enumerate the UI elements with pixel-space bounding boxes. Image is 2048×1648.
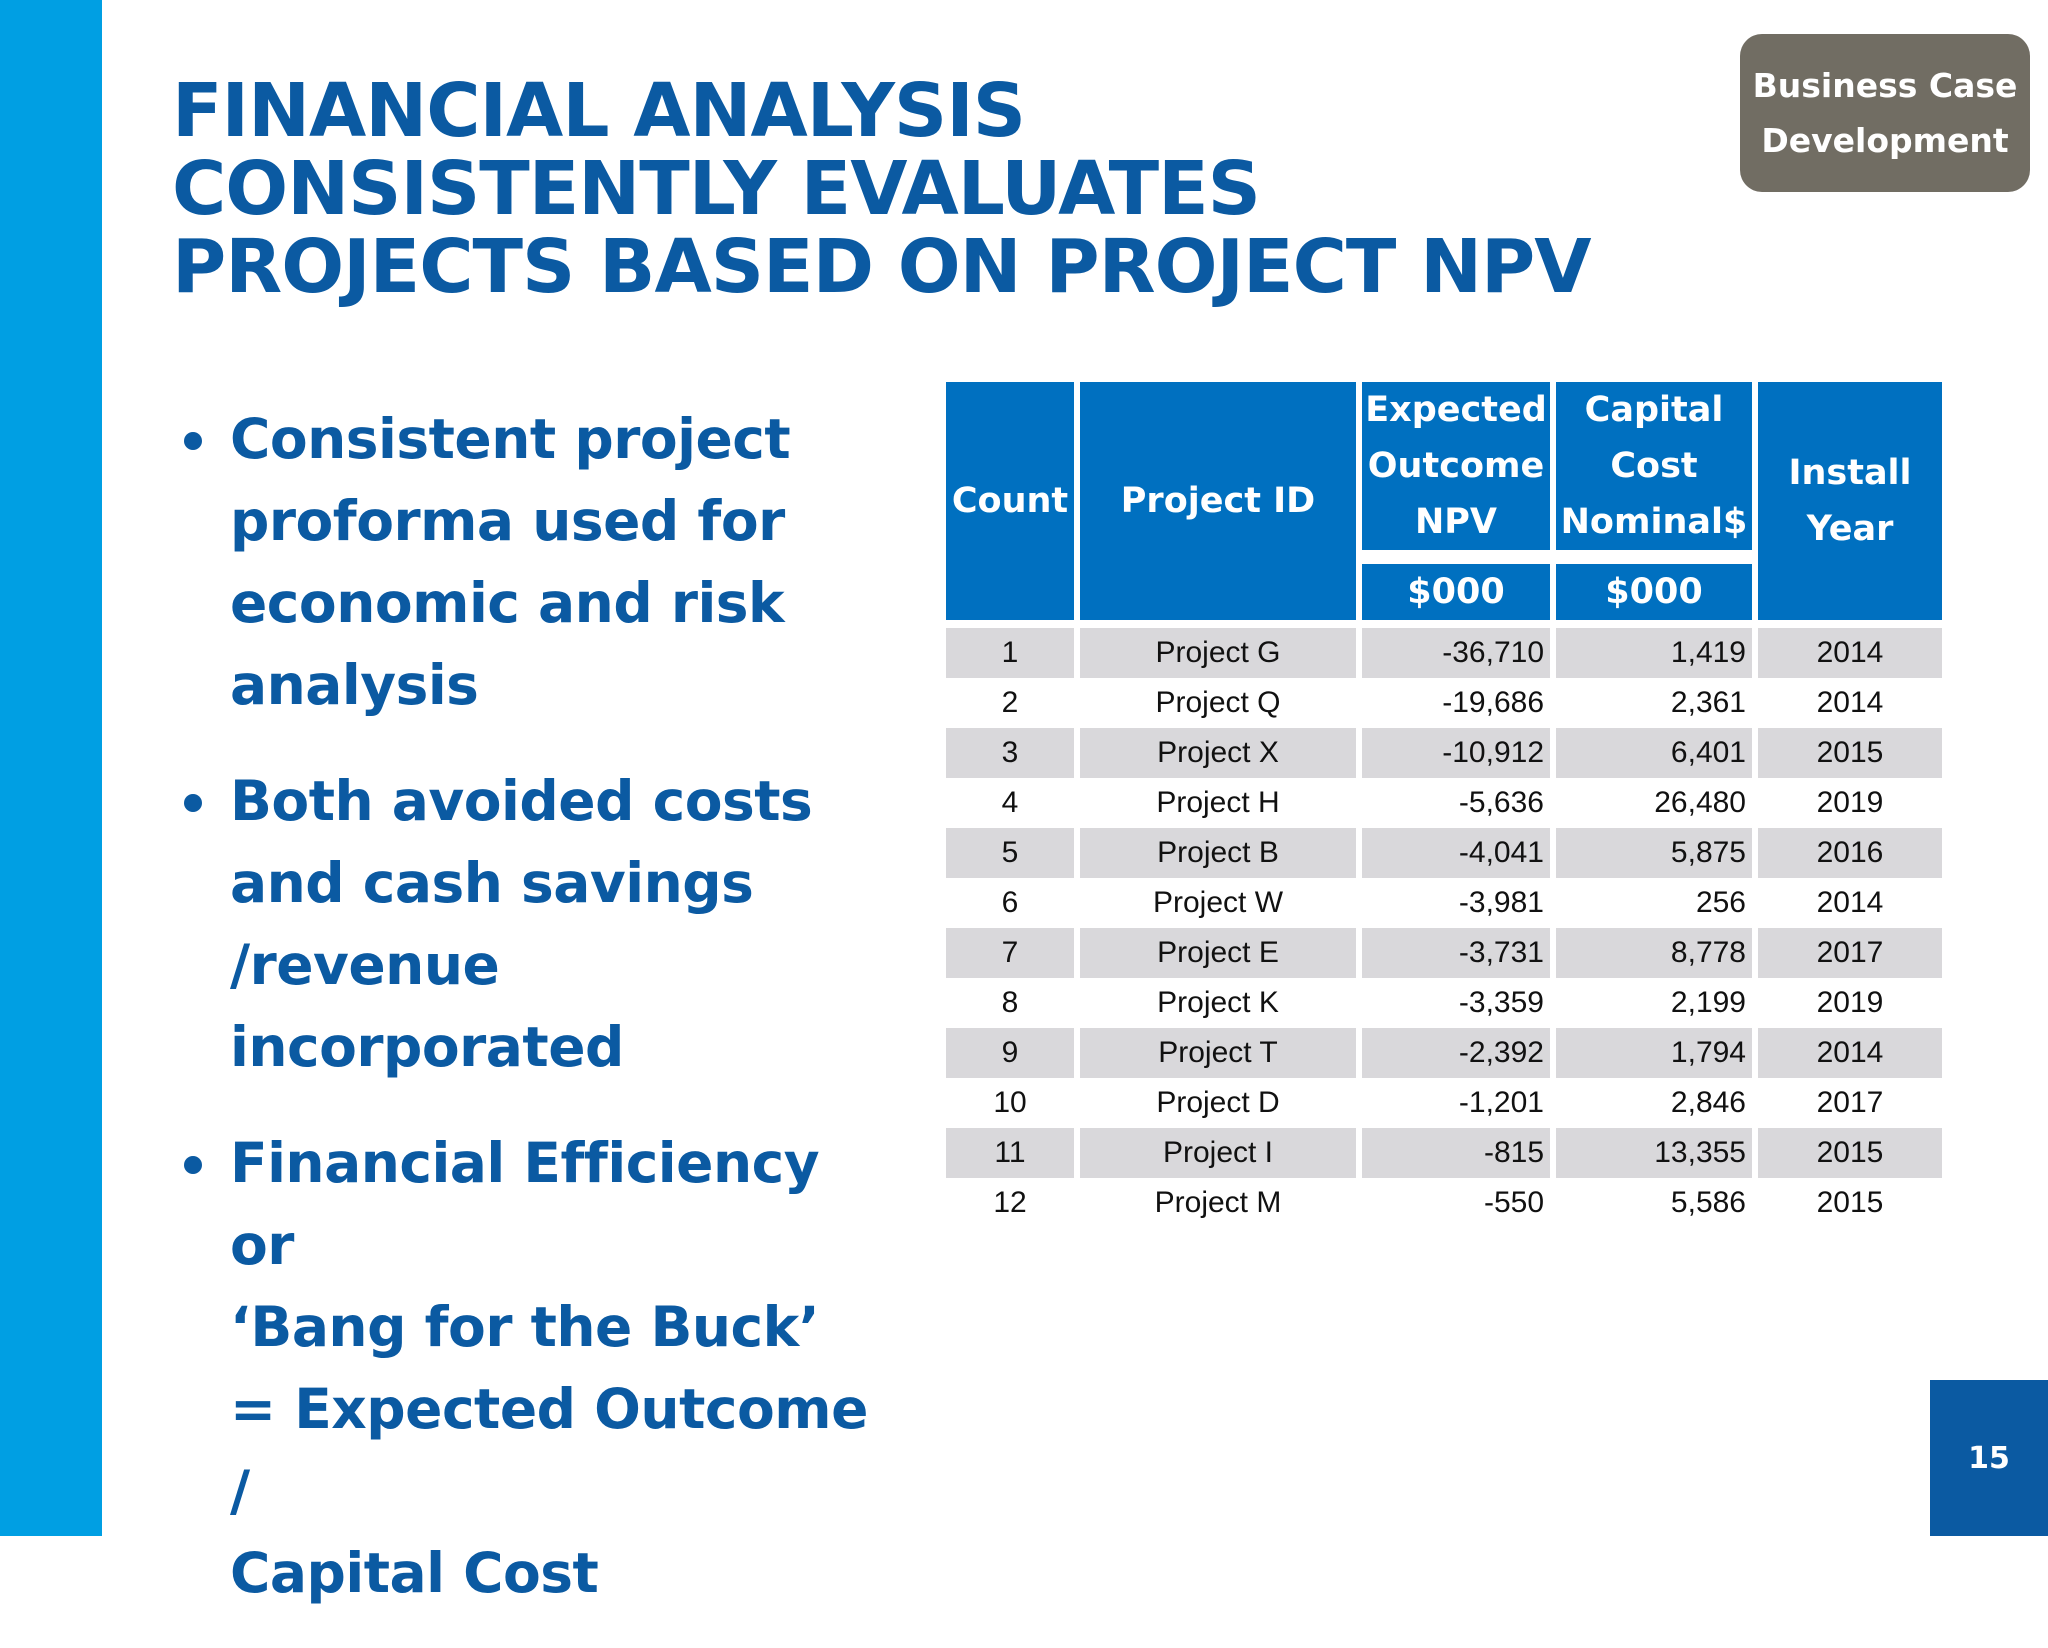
cell-project: Project H <box>1080 778 1362 828</box>
cell-year: 2014 <box>1816 686 1884 719</box>
bullet-list <box>178 398 898 1648</box>
cell-project: Project W <box>1080 878 1362 928</box>
cell-capital: 1,419 <box>1556 628 1758 678</box>
bullet-line: analysis <box>230 653 479 717</box>
cell-capital: 5,586 <box>1556 1178 1758 1228</box>
table-row <box>946 1178 1942 1228</box>
slide-title: FINANCIAL ANALYSIS CONSISTENTLY EVALUATES PROJECTS BASED ON PROJECT NPV <box>172 68 1591 310</box>
cell-count: 11 <box>946 1128 1080 1178</box>
cell-npv: -1,201 <box>1362 1078 1556 1128</box>
cell-capital: 256 <box>1556 878 1758 928</box>
bullet-item <box>178 398 898 726</box>
header-npv-unit: $000 <box>1362 558 1556 628</box>
cell-npv: -10,912 <box>1362 728 1556 778</box>
header-capital-line: Capital <box>1584 390 1724 430</box>
header-capital-line: Nominal$ <box>1560 502 1748 542</box>
cell-npv: -19,686 <box>1362 678 1556 728</box>
header-capital-cost <box>1556 382 1758 558</box>
header-install-year <box>1758 382 1942 628</box>
table-row <box>946 1078 1942 1128</box>
cell-year: 2019 <box>1816 986 1884 1019</box>
cell-project: Project B <box>1080 828 1362 878</box>
cell-project: Project M <box>1080 1178 1362 1228</box>
cell-count: 2 <box>946 678 1080 728</box>
header-npv-line: Expected <box>1365 390 1547 430</box>
header-npv-line: NPV <box>1414 502 1498 542</box>
cell-capital: 2,361 <box>1556 678 1758 728</box>
table-row <box>946 728 1942 778</box>
header-npv <box>1362 382 1556 558</box>
table-row <box>946 1028 1942 1078</box>
cell-year: 2014 <box>1816 886 1884 919</box>
page-number: 15 <box>1930 1380 2048 1536</box>
table-row <box>946 678 1942 728</box>
section-badge-line-1: Business Case <box>1752 66 2018 105</box>
table-row <box>946 628 1942 678</box>
bullet-line: economic and risk <box>230 571 785 635</box>
cell-count: 8 <box>946 978 1080 1028</box>
cell-year: 2017 <box>1758 928 1942 978</box>
bullet-item <box>178 1122 898 1614</box>
cell-count: 9 <box>946 1028 1080 1078</box>
bullet-line: and cash savings <box>230 851 754 915</box>
bullet-line: ‘Bang for the Buck’ <box>230 1295 820 1359</box>
table-row <box>946 978 1942 1028</box>
header-install-line: Year <box>1806 509 1894 549</box>
cell-project: Project I <box>1080 1128 1362 1178</box>
cell-npv: -2,392 <box>1362 1028 1556 1078</box>
cell-capital: 2,199 <box>1556 978 1758 1028</box>
cell-count: 12 <box>946 1178 1080 1228</box>
cell-count: 4 <box>946 778 1080 828</box>
cell-project: Project G <box>1080 628 1362 678</box>
header-capital-unit: $000 <box>1556 558 1758 628</box>
cell-count: 5 <box>946 828 1080 878</box>
bullet-dot-icon <box>184 1156 202 1174</box>
cell-capital: 1,794 <box>1556 1028 1758 1078</box>
cell-npv: -36,710 <box>1362 628 1556 678</box>
header-install-line: Install <box>1788 453 1912 493</box>
cell-year: 2015 <box>1758 728 1942 778</box>
cell-npv: -550 <box>1362 1178 1556 1228</box>
cell-project: Project D <box>1080 1078 1362 1128</box>
cell-npv: -3,981 <box>1362 878 1556 928</box>
bullet-line: Both avoided costs <box>230 769 813 833</box>
cell-capital: 6,401 <box>1556 728 1758 778</box>
cell-npv: -3,731 <box>1362 928 1556 978</box>
bullet-item <box>178 760 898 1088</box>
cell-capital: 5,875 <box>1556 828 1758 878</box>
table-row <box>946 828 1942 878</box>
bullet-line: Consistent project <box>230 407 791 471</box>
header-count: Count <box>946 382 1080 628</box>
table-row <box>946 778 1942 828</box>
project-npv-table <box>946 382 1942 1228</box>
bullet-line: Capital Cost <box>230 1541 599 1605</box>
cell-project: Project X <box>1080 728 1362 778</box>
cell-count: 10 <box>946 1078 1080 1128</box>
header-capital-line: Cost <box>1610 446 1698 486</box>
bullet-line: Financial Efficiency or <box>230 1131 820 1277</box>
header-npv-line: Outcome <box>1367 446 1545 486</box>
cell-year: 2016 <box>1758 828 1942 878</box>
cell-project: Project K <box>1080 978 1362 1028</box>
cell-count: 3 <box>946 728 1080 778</box>
cell-count: 7 <box>946 928 1080 978</box>
cell-capital: 8,778 <box>1556 928 1758 978</box>
cell-npv: -4,041 <box>1362 828 1556 878</box>
cell-capital: 2,846 <box>1556 1078 1758 1128</box>
cell-count: 1 <box>946 628 1080 678</box>
cell-npv: -815 <box>1362 1128 1556 1178</box>
bullet-line: proforma used for <box>230 489 785 553</box>
cell-year: 2014 <box>1758 1028 1942 1078</box>
table-row <box>946 1128 1942 1178</box>
table-row <box>946 878 1942 928</box>
bullet-dot-icon <box>184 794 202 812</box>
cell-npv: -5,636 <box>1362 778 1556 828</box>
cell-year: 2014 <box>1758 628 1942 678</box>
section-badge-line-2: Development <box>1761 121 2009 160</box>
left-accent-bar <box>0 0 102 1536</box>
bullet-line: = Expected Outcome / <box>230 1377 868 1523</box>
cell-project: Project T <box>1080 1028 1362 1078</box>
cell-project: Project E <box>1080 928 1362 978</box>
cell-year: 2017 <box>1816 1086 1884 1119</box>
cell-count: 6 <box>946 878 1080 928</box>
cell-year: 2015 <box>1816 1186 1884 1219</box>
cell-year: 2015 <box>1758 1128 1942 1178</box>
cell-year: 2019 <box>1816 786 1884 819</box>
cell-capital: 26,480 <box>1556 778 1758 828</box>
header-project-id: Project ID <box>1080 382 1362 628</box>
section-badge <box>1740 34 2030 192</box>
cell-project: Project Q <box>1080 678 1362 728</box>
cell-npv: -3,359 <box>1362 978 1556 1028</box>
cell-capital: 13,355 <box>1556 1128 1758 1178</box>
bullet-line: /revenue incorporated <box>230 933 624 1079</box>
table-row <box>946 928 1942 978</box>
bullet-dot-icon <box>184 432 202 450</box>
